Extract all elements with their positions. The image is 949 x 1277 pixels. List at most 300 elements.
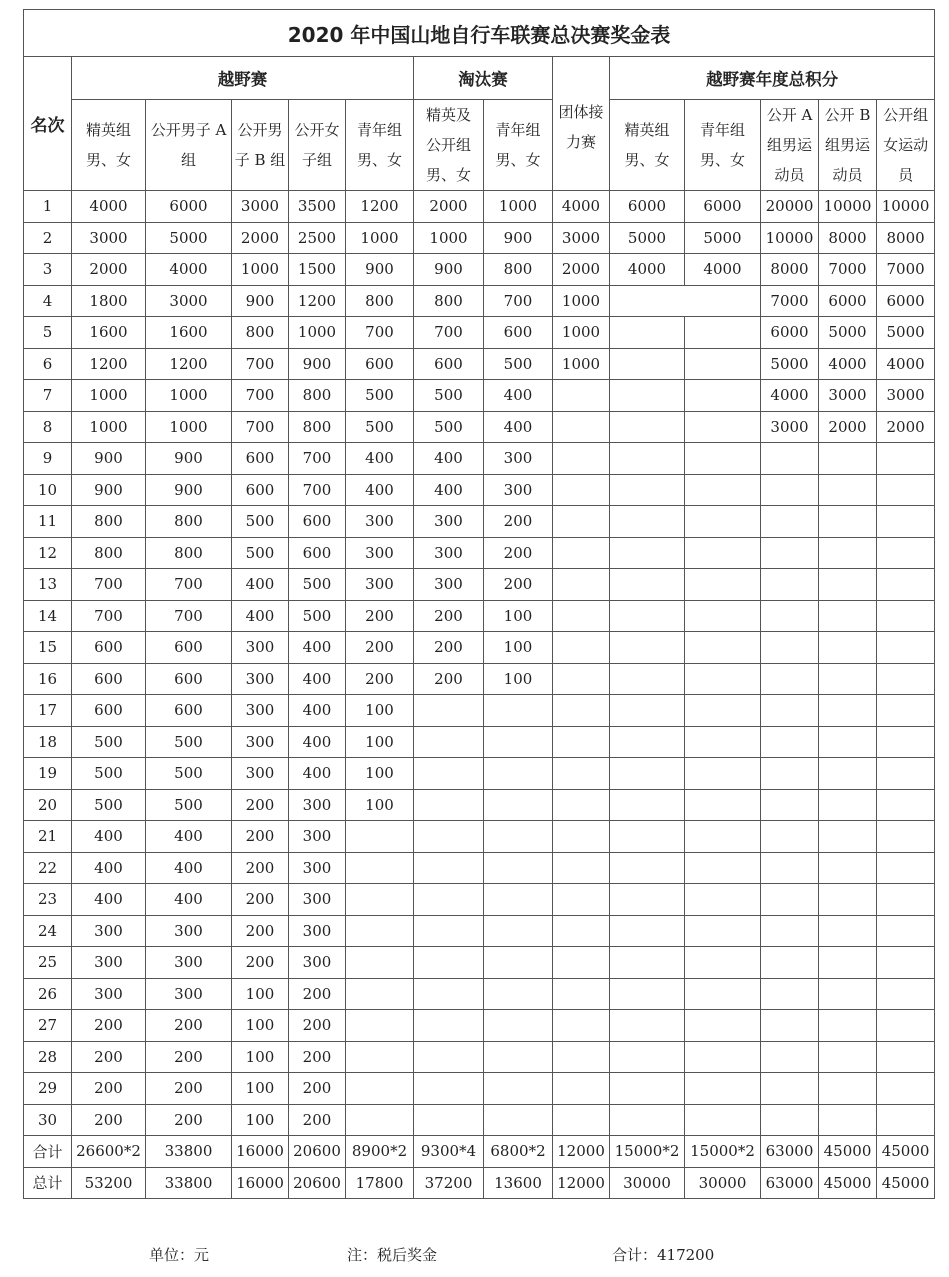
total-row-value: 30000 bbox=[685, 1167, 761, 1199]
empty-cell bbox=[819, 884, 877, 916]
xc-value-cell bbox=[346, 1104, 414, 1136]
empty-cell bbox=[761, 978, 819, 1010]
empty-cell bbox=[877, 947, 935, 979]
empty-cell bbox=[761, 1104, 819, 1136]
subtotal-row-value: 8900*2 bbox=[346, 1136, 414, 1168]
xc-value-cell: 300 bbox=[72, 947, 146, 979]
empty-cell bbox=[685, 474, 761, 506]
xc-value-cell: 1500 bbox=[289, 254, 346, 286]
elim-value-cell: 600 bbox=[484, 317, 553, 349]
xc-value-cell: 600 bbox=[72, 632, 146, 664]
rank-cell: 7 bbox=[24, 380, 72, 412]
xc-value-cell: 100 bbox=[346, 789, 414, 821]
xc-value-cell: 100 bbox=[346, 695, 414, 727]
xc-value-cell: 1200 bbox=[289, 285, 346, 317]
relay-header: 团体接 力赛 bbox=[553, 57, 610, 191]
elim-value-cell: 300 bbox=[414, 537, 484, 569]
empty-cell bbox=[685, 506, 761, 538]
empty-cell bbox=[761, 1041, 819, 1073]
table-row bbox=[24, 348, 935, 380]
elim-value-cell: 100 bbox=[484, 632, 553, 664]
xc-value-cell: 5000 bbox=[146, 222, 232, 254]
xc-value-cell: 800 bbox=[232, 317, 289, 349]
total-row-value: 12000 bbox=[553, 1167, 610, 1199]
empty-cell bbox=[761, 915, 819, 947]
empty-cell bbox=[877, 537, 935, 569]
xc-value-cell: 400 bbox=[289, 758, 346, 790]
xc-value-cell: 300 bbox=[146, 915, 232, 947]
xc-value-cell: 700 bbox=[232, 348, 289, 380]
relay-value-cell: 3000 bbox=[553, 222, 610, 254]
empty-cell bbox=[761, 632, 819, 664]
empty-cell bbox=[414, 726, 484, 758]
relay-value-cell: 1000 bbox=[553, 348, 610, 380]
xc-value-cell: 400 bbox=[72, 884, 146, 916]
xc-value-cell: 200 bbox=[346, 600, 414, 632]
elim-value-cell: 2000 bbox=[414, 191, 484, 223]
footer-note: 注：税后奖金 bbox=[347, 1246, 438, 1264]
table-row bbox=[24, 600, 935, 632]
xc-value-cell: 400 bbox=[72, 821, 146, 853]
xc-value-cell: 900 bbox=[289, 348, 346, 380]
total-row-value: 17800 bbox=[346, 1167, 414, 1199]
table-row bbox=[24, 380, 935, 412]
empty-cell bbox=[414, 915, 484, 947]
empty-cell bbox=[819, 474, 877, 506]
table-title: 2020 年中国山地自行车联赛总决赛奖金表 bbox=[24, 10, 935, 57]
empty-cell bbox=[553, 474, 610, 506]
xc-value-cell: 4000 bbox=[146, 254, 232, 286]
empty-cell bbox=[553, 632, 610, 664]
xc-value-cell: 400 bbox=[289, 726, 346, 758]
xc-value-cell: 1600 bbox=[72, 317, 146, 349]
subheader-xc-elite: 精英组 男、女 bbox=[72, 100, 146, 191]
xc-value-cell: 300 bbox=[289, 852, 346, 884]
elim-value-cell: 900 bbox=[414, 254, 484, 286]
rank-header: 名次 bbox=[24, 57, 72, 191]
xc-value-cell: 200 bbox=[232, 915, 289, 947]
empty-cell bbox=[484, 789, 553, 821]
rank-cell: 4 bbox=[24, 285, 72, 317]
annual-value-cell: 8000 bbox=[877, 222, 935, 254]
table-row bbox=[24, 569, 935, 601]
subtotal-row-value: 9300*4 bbox=[414, 1136, 484, 1168]
empty-cell bbox=[484, 1073, 553, 1105]
empty-cell bbox=[553, 569, 610, 601]
xc-value-cell: 200 bbox=[232, 821, 289, 853]
xc-value-cell: 200 bbox=[289, 1041, 346, 1073]
empty-cell bbox=[761, 1073, 819, 1105]
empty-cell bbox=[484, 1010, 553, 1042]
group-header-elimination: 淘汰赛 bbox=[414, 57, 553, 100]
xc-value-cell: 3500 bbox=[289, 191, 346, 223]
table-row bbox=[24, 663, 935, 695]
elim-value-cell: 300 bbox=[414, 569, 484, 601]
annual-value-cell: 3000 bbox=[877, 380, 935, 412]
empty-cell bbox=[819, 1041, 877, 1073]
annual-value-cell: 4000 bbox=[685, 254, 761, 286]
xc-value-cell: 800 bbox=[72, 506, 146, 538]
annual-value-cell: 4000 bbox=[819, 348, 877, 380]
xc-value-cell: 1200 bbox=[346, 191, 414, 223]
empty-cell bbox=[685, 947, 761, 979]
elim-value-cell: 900 bbox=[484, 222, 553, 254]
empty-cell bbox=[610, 663, 685, 695]
empty-cell bbox=[761, 506, 819, 538]
empty-cell bbox=[610, 317, 685, 349]
xc-value-cell: 200 bbox=[232, 789, 289, 821]
subheader-annual-elite: 精英组 男、女 bbox=[610, 100, 685, 191]
annual-value-cell: 5000 bbox=[685, 222, 761, 254]
rank-cell: 11 bbox=[24, 506, 72, 538]
annual-value-cell: 20000 bbox=[761, 191, 819, 223]
empty-cell bbox=[685, 1104, 761, 1136]
rank-cell: 29 bbox=[24, 1073, 72, 1105]
empty-cell bbox=[484, 758, 553, 790]
subheader-xc-open-men-b: 公开男 子 B 组 bbox=[232, 100, 289, 191]
xc-value-cell: 300 bbox=[289, 915, 346, 947]
xc-value-cell: 300 bbox=[72, 978, 146, 1010]
table-row bbox=[24, 411, 935, 443]
empty-cell bbox=[484, 852, 553, 884]
empty-cell bbox=[484, 947, 553, 979]
annual-value-cell: 7000 bbox=[819, 254, 877, 286]
table-row bbox=[24, 821, 935, 853]
subtotal-row-value: 15000*2 bbox=[685, 1136, 761, 1168]
xc-value-cell: 600 bbox=[289, 506, 346, 538]
xc-value-cell: 300 bbox=[289, 821, 346, 853]
table-row bbox=[24, 1010, 935, 1042]
empty-cell bbox=[685, 600, 761, 632]
xc-value-cell: 1600 bbox=[146, 317, 232, 349]
xc-value-cell: 300 bbox=[72, 915, 146, 947]
empty-cell bbox=[761, 663, 819, 695]
xc-value-cell bbox=[346, 947, 414, 979]
empty-cell bbox=[610, 380, 685, 412]
rank-cell: 10 bbox=[24, 474, 72, 506]
empty-cell bbox=[484, 915, 553, 947]
annual-value-cell: 4000 bbox=[610, 254, 685, 286]
rank-cell: 8 bbox=[24, 411, 72, 443]
table-row bbox=[24, 758, 935, 790]
xc-value-cell: 2000 bbox=[232, 222, 289, 254]
empty-cell bbox=[414, 1104, 484, 1136]
total-row-value: 20600 bbox=[289, 1167, 346, 1199]
empty-cell bbox=[761, 569, 819, 601]
empty-cell bbox=[610, 285, 761, 317]
empty-cell bbox=[610, 569, 685, 601]
xc-value-cell: 700 bbox=[289, 474, 346, 506]
empty-cell bbox=[819, 915, 877, 947]
empty-cell bbox=[819, 978, 877, 1010]
rank-cell: 16 bbox=[24, 663, 72, 695]
empty-cell bbox=[610, 789, 685, 821]
empty-cell bbox=[553, 663, 610, 695]
prize-table bbox=[23, 9, 935, 1199]
empty-cell bbox=[610, 884, 685, 916]
empty-cell bbox=[610, 1104, 685, 1136]
xc-value-cell: 400 bbox=[346, 443, 414, 475]
xc-value-cell bbox=[346, 1010, 414, 1042]
xc-value-cell: 300 bbox=[232, 663, 289, 695]
empty-cell bbox=[877, 600, 935, 632]
empty-cell bbox=[685, 317, 761, 349]
annual-value-cell: 6000 bbox=[610, 191, 685, 223]
rank-cell: 9 bbox=[24, 443, 72, 475]
xc-value-cell: 100 bbox=[346, 726, 414, 758]
annual-value-cell: 10000 bbox=[877, 191, 935, 223]
empty-cell bbox=[553, 1010, 610, 1042]
subtotal-row-value: 12000 bbox=[553, 1136, 610, 1168]
empty-cell bbox=[553, 947, 610, 979]
relay-value-cell: 1000 bbox=[553, 285, 610, 317]
empty-cell bbox=[610, 506, 685, 538]
empty-cell bbox=[685, 978, 761, 1010]
rank-cell: 18 bbox=[24, 726, 72, 758]
xc-value-cell: 300 bbox=[232, 695, 289, 727]
elim-value-cell: 200 bbox=[484, 537, 553, 569]
table-row bbox=[24, 947, 935, 979]
table-row bbox=[24, 632, 935, 664]
rank-cell: 22 bbox=[24, 852, 72, 884]
empty-cell bbox=[610, 821, 685, 853]
annual-value-cell: 8000 bbox=[819, 222, 877, 254]
xc-value-cell: 300 bbox=[289, 884, 346, 916]
xc-value-cell: 300 bbox=[146, 978, 232, 1010]
xc-value-cell: 200 bbox=[146, 1041, 232, 1073]
xc-value-cell: 200 bbox=[289, 1073, 346, 1105]
annual-value-cell: 6000 bbox=[761, 317, 819, 349]
empty-cell bbox=[819, 632, 877, 664]
elim-value-cell: 400 bbox=[414, 474, 484, 506]
annual-value-cell: 2000 bbox=[877, 411, 935, 443]
rank-cell: 30 bbox=[24, 1104, 72, 1136]
empty-cell bbox=[414, 884, 484, 916]
xc-value-cell: 600 bbox=[289, 537, 346, 569]
subtotal-row-value: 63000 bbox=[761, 1136, 819, 1168]
empty-cell bbox=[610, 947, 685, 979]
empty-cell bbox=[553, 1073, 610, 1105]
xc-value-cell: 100 bbox=[232, 1073, 289, 1105]
elim-value-cell: 400 bbox=[484, 411, 553, 443]
total-row-value: 13600 bbox=[484, 1167, 553, 1199]
xc-value-cell: 200 bbox=[289, 1010, 346, 1042]
total-row-value: 63000 bbox=[761, 1167, 819, 1199]
total-row-value: 33800 bbox=[146, 1167, 232, 1199]
empty-cell bbox=[610, 474, 685, 506]
xc-value-cell: 1000 bbox=[289, 317, 346, 349]
xc-value-cell: 3000 bbox=[146, 285, 232, 317]
total-row-value: 30000 bbox=[610, 1167, 685, 1199]
xc-value-cell: 600 bbox=[146, 632, 232, 664]
xc-value-cell: 600 bbox=[232, 474, 289, 506]
xc-value-cell: 200 bbox=[232, 884, 289, 916]
empty-cell bbox=[414, 695, 484, 727]
xc-value-cell bbox=[346, 1073, 414, 1105]
rank-cell: 28 bbox=[24, 1041, 72, 1073]
elim-value-cell: 700 bbox=[484, 285, 553, 317]
subheader-elim-elite-open: 精英及 公开组 男、女 bbox=[414, 100, 484, 191]
empty-cell bbox=[685, 726, 761, 758]
xc-value-cell: 700 bbox=[72, 600, 146, 632]
empty-cell bbox=[685, 884, 761, 916]
total-row-label: 总计 bbox=[24, 1167, 72, 1199]
empty-cell bbox=[877, 915, 935, 947]
rank-cell: 1 bbox=[24, 191, 72, 223]
empty-cell bbox=[761, 600, 819, 632]
footer-unit: 单位：元 bbox=[149, 1246, 210, 1264]
xc-value-cell: 200 bbox=[289, 1104, 346, 1136]
elim-value-cell: 600 bbox=[414, 348, 484, 380]
xc-value-cell: 600 bbox=[146, 695, 232, 727]
subtotal-row-label: 合计 bbox=[24, 1136, 72, 1168]
xc-value-cell: 600 bbox=[72, 695, 146, 727]
table-row bbox=[24, 852, 935, 884]
xc-value-cell bbox=[346, 1041, 414, 1073]
empty-cell bbox=[877, 884, 935, 916]
elim-value-cell: 200 bbox=[484, 569, 553, 601]
annual-value-cell: 5000 bbox=[761, 348, 819, 380]
empty-cell bbox=[819, 1010, 877, 1042]
empty-cell bbox=[685, 443, 761, 475]
xc-value-cell: 400 bbox=[232, 569, 289, 601]
xc-value-cell: 500 bbox=[289, 569, 346, 601]
xc-value-cell: 3000 bbox=[232, 191, 289, 223]
empty-cell bbox=[819, 600, 877, 632]
xc-value-cell: 4000 bbox=[72, 191, 146, 223]
elim-value-cell: 100 bbox=[484, 600, 553, 632]
xc-value-cell: 400 bbox=[289, 632, 346, 664]
annual-value-cell: 5000 bbox=[877, 317, 935, 349]
empty-cell bbox=[610, 443, 685, 475]
subtotal-row-value: 20600 bbox=[289, 1136, 346, 1168]
empty-cell bbox=[553, 695, 610, 727]
xc-value-cell: 300 bbox=[346, 537, 414, 569]
empty-cell bbox=[761, 443, 819, 475]
xc-value-cell: 400 bbox=[346, 474, 414, 506]
xc-value-cell bbox=[346, 852, 414, 884]
empty-cell bbox=[610, 978, 685, 1010]
empty-cell bbox=[685, 1041, 761, 1073]
xc-value-cell: 200 bbox=[72, 1010, 146, 1042]
rank-cell: 13 bbox=[24, 569, 72, 601]
empty-cell bbox=[819, 663, 877, 695]
empty-cell bbox=[414, 821, 484, 853]
xc-value-cell: 500 bbox=[146, 726, 232, 758]
xc-value-cell: 200 bbox=[232, 852, 289, 884]
xc-value-cell: 700 bbox=[346, 317, 414, 349]
xc-value-cell: 900 bbox=[346, 254, 414, 286]
empty-cell bbox=[610, 537, 685, 569]
empty-cell bbox=[761, 726, 819, 758]
table-row bbox=[24, 222, 935, 254]
empty-cell bbox=[685, 348, 761, 380]
empty-cell bbox=[414, 1073, 484, 1105]
annual-value-cell: 10000 bbox=[819, 191, 877, 223]
elim-value-cell: 1000 bbox=[414, 222, 484, 254]
group-header-cross-country: 越野赛 bbox=[72, 57, 414, 100]
subtotal-row bbox=[24, 1136, 935, 1168]
empty-cell bbox=[819, 443, 877, 475]
empty-cell bbox=[553, 726, 610, 758]
xc-value-cell: 1800 bbox=[72, 285, 146, 317]
xc-value-cell: 200 bbox=[72, 1104, 146, 1136]
annual-value-cell: 6000 bbox=[877, 285, 935, 317]
xc-value-cell: 100 bbox=[232, 1041, 289, 1073]
table-row bbox=[24, 884, 935, 916]
total-row bbox=[24, 1167, 935, 1199]
empty-cell bbox=[761, 852, 819, 884]
xc-value-cell: 200 bbox=[146, 1073, 232, 1105]
relay-value-cell: 2000 bbox=[553, 254, 610, 286]
empty-cell bbox=[414, 758, 484, 790]
empty-cell bbox=[877, 474, 935, 506]
empty-cell bbox=[685, 915, 761, 947]
empty-cell bbox=[819, 1073, 877, 1105]
empty-cell bbox=[610, 695, 685, 727]
empty-cell bbox=[685, 411, 761, 443]
empty-cell bbox=[553, 884, 610, 916]
subtotal-row-value: 33800 bbox=[146, 1136, 232, 1168]
rank-cell: 27 bbox=[24, 1010, 72, 1042]
rank-cell: 23 bbox=[24, 884, 72, 916]
xc-value-cell bbox=[346, 978, 414, 1010]
xc-value-cell: 1200 bbox=[146, 348, 232, 380]
xc-value-cell: 400 bbox=[72, 852, 146, 884]
table-row bbox=[24, 915, 935, 947]
xc-value-cell: 600 bbox=[146, 663, 232, 695]
xc-value-cell: 100 bbox=[232, 1010, 289, 1042]
empty-cell bbox=[761, 758, 819, 790]
group-header-annual-points: 越野赛年度总积分 bbox=[610, 57, 935, 100]
empty-cell bbox=[819, 789, 877, 821]
empty-cell bbox=[877, 663, 935, 695]
table-row bbox=[24, 1073, 935, 1105]
xc-value-cell: 400 bbox=[289, 663, 346, 695]
empty-cell bbox=[553, 978, 610, 1010]
empty-cell bbox=[610, 1041, 685, 1073]
xc-value-cell: 500 bbox=[346, 411, 414, 443]
xc-value-cell: 300 bbox=[146, 947, 232, 979]
xc-value-cell: 700 bbox=[146, 569, 232, 601]
empty-cell bbox=[877, 789, 935, 821]
xc-value-cell: 300 bbox=[232, 758, 289, 790]
empty-cell bbox=[819, 852, 877, 884]
empty-cell bbox=[553, 1104, 610, 1136]
xc-value-cell: 500 bbox=[289, 600, 346, 632]
xc-value-cell: 1000 bbox=[72, 380, 146, 412]
empty-cell bbox=[484, 1104, 553, 1136]
xc-value-cell: 700 bbox=[289, 443, 346, 475]
xc-value-cell: 2500 bbox=[289, 222, 346, 254]
annual-value-cell: 5000 bbox=[819, 317, 877, 349]
empty-cell bbox=[553, 411, 610, 443]
rank-cell: 20 bbox=[24, 789, 72, 821]
empty-cell bbox=[685, 852, 761, 884]
table-row bbox=[24, 474, 935, 506]
empty-cell bbox=[761, 884, 819, 916]
empty-cell bbox=[553, 443, 610, 475]
empty-cell bbox=[610, 726, 685, 758]
xc-value-cell: 400 bbox=[289, 695, 346, 727]
table-row bbox=[24, 1104, 935, 1136]
xc-value-cell: 400 bbox=[146, 852, 232, 884]
xc-value-cell: 800 bbox=[146, 506, 232, 538]
xc-value-cell: 200 bbox=[232, 947, 289, 979]
elim-value-cell: 400 bbox=[484, 380, 553, 412]
empty-cell bbox=[610, 758, 685, 790]
table-row bbox=[24, 789, 935, 821]
